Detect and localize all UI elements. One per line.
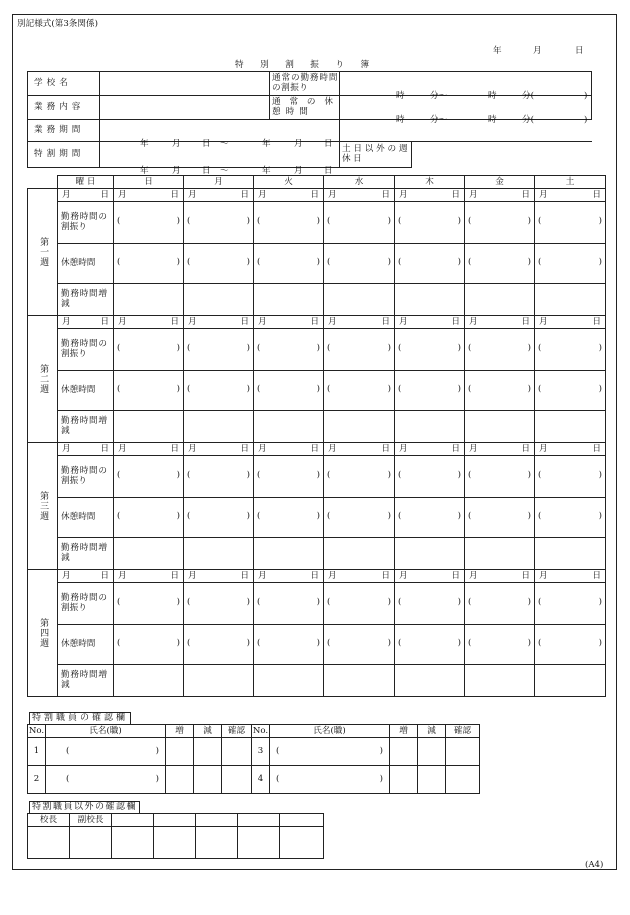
alloc-cell[interactable]: ( ) — [465, 329, 535, 371]
alloc-cell[interactable]: ( ) — [465, 583, 535, 625]
date-year: 年 — [493, 46, 502, 56]
break-cell[interactable]: ( ) — [184, 371, 254, 411]
duty-label: 業務内容 — [28, 96, 100, 120]
change-cell[interactable] — [114, 284, 184, 316]
col-confirm-2: 確認 — [446, 725, 480, 738]
staff-name-field[interactable]: ( ) — [270, 738, 390, 766]
break-cell[interactable]: ( ) — [535, 244, 606, 284]
change-cell[interactable] — [535, 411, 606, 443]
date-row-label: 月 日 — [58, 316, 114, 329]
weekly-off-field[interactable] — [412, 142, 592, 168]
alloc-cell[interactable]: ( ) — [535, 583, 606, 625]
date-cell[interactable]: 月 日 — [254, 316, 324, 329]
col-decrease: 減 — [194, 725, 222, 738]
youbi-label: 曜 日 — [58, 176, 114, 189]
change-cell[interactable] — [535, 665, 606, 697]
change-cell[interactable] — [254, 284, 324, 316]
form-caption: 別記様式(第3条関係) — [17, 19, 98, 29]
date-cell[interactable]: 月 日 — [465, 316, 535, 329]
increase-field[interactable] — [166, 738, 194, 766]
staff-name-field[interactable]: ( ) — [46, 738, 166, 766]
col-vice-principal: 副校長 — [70, 814, 112, 827]
seal-field[interactable] — [238, 827, 280, 859]
alloc-cell[interactable]: ( ) — [254, 583, 324, 625]
weekly-off-label: 土日以外の週休日 — [340, 142, 412, 168]
break-cell[interactable]: ( ) — [184, 625, 254, 665]
normal-break-label: 通常の休憩時間 — [270, 96, 340, 120]
col-no-2: No. — [252, 725, 269, 736]
alloc-cell[interactable]: ( ) — [535, 329, 606, 371]
date-cell[interactable]: 月 日 — [535, 316, 606, 329]
change-cell[interactable] — [535, 538, 606, 570]
col-name-2: 氏名(職) — [270, 725, 390, 738]
alloc-cell[interactable]: ( ) — [395, 202, 465, 244]
alloc-cell[interactable]: ( ) — [184, 202, 254, 244]
date-cell[interactable]: 月 日 — [254, 189, 324, 202]
date-row-label: 月 日 — [58, 189, 114, 202]
change-cell[interactable] — [114, 538, 184, 570]
change-cell[interactable] — [395, 284, 465, 316]
decrease-field[interactable] — [418, 738, 446, 766]
break-cell[interactable]: ( ) — [465, 498, 535, 538]
break-cell[interactable]: ( ) — [254, 625, 324, 665]
col-decrease-2: 減 — [418, 725, 446, 738]
seal-field[interactable] — [154, 827, 196, 859]
alloc-cell[interactable]: ( ) — [254, 202, 324, 244]
date-cell[interactable]: 月 日 — [465, 443, 535, 456]
staff-name-field[interactable]: ( ) — [270, 766, 390, 794]
change-cell[interactable] — [254, 665, 324, 697]
change-cell[interactable] — [465, 411, 535, 443]
other-confirm-title: 特割職員以外の確認欄 — [29, 801, 140, 813]
col-no: No. — [28, 725, 45, 736]
alloc-cell[interactable]: ( ) — [184, 329, 254, 371]
date-cell[interactable]: 月 日 — [254, 443, 324, 456]
break-cell[interactable]: ( ) — [465, 625, 535, 665]
break-cell[interactable]: ( ) — [395, 625, 465, 665]
weekday-header: 水 — [324, 176, 395, 189]
break-row-label: 休憩時間 — [58, 498, 114, 538]
break-cell[interactable]: ( ) — [254, 371, 324, 411]
alloc-row-label: 勤務時間の割振り — [58, 202, 114, 244]
date-row-label: 月 日 — [58, 443, 114, 456]
col-principal: 校長 — [28, 814, 70, 827]
break-cell[interactable]: ( ) — [465, 244, 535, 284]
staff-confirm-table — [27, 724, 480, 794]
date-cell[interactable]: 月 日 — [324, 443, 395, 456]
break-cell[interactable]: ( ) — [535, 625, 606, 665]
break-cell[interactable]: ( ) — [184, 244, 254, 284]
change-cell[interactable] — [184, 538, 254, 570]
alloc-cell[interactable]: ( ) — [324, 329, 395, 371]
period-field[interactable]: 年 月 日 〜 年 月 日 — [100, 120, 340, 142]
change-cell[interactable] — [395, 538, 465, 570]
date-cell[interactable]: 月 日 — [324, 189, 395, 202]
date-cell[interactable]: 月 日 — [184, 443, 254, 456]
info-table — [27, 71, 592, 176]
date-cell[interactable]: 月 日 — [114, 316, 184, 329]
staff-row-no: 1 — [28, 738, 46, 766]
weekday-header: 月 — [184, 176, 254, 189]
weekday-header: 日 — [114, 176, 184, 189]
change-cell[interactable] — [184, 665, 254, 697]
confirm-field[interactable] — [446, 738, 480, 766]
week-label: 第三週 — [28, 443, 58, 570]
date-cell[interactable]: 月 日 — [395, 189, 465, 202]
break-row-label: 休憩時間 — [58, 244, 114, 284]
alloc-row-label: 勤務時間の割振り — [58, 583, 114, 625]
date-cell[interactable]: 月 日 — [184, 316, 254, 329]
increase-field[interactable] — [390, 738, 418, 766]
change-cell[interactable] — [114, 665, 184, 697]
change-cell[interactable] — [535, 284, 606, 316]
break-cell[interactable]: ( ) — [324, 625, 395, 665]
change-cell[interactable] — [395, 665, 465, 697]
decrease-field[interactable] — [194, 766, 222, 794]
break-cell[interactable]: ( ) — [395, 498, 465, 538]
staff-row-no: 4 — [252, 766, 270, 794]
normal-alloc-label: 通常の勤務時間の割振り — [270, 72, 340, 96]
date-day: 日 — [575, 46, 584, 56]
date-cell[interactable]: 月 日 — [324, 570, 395, 583]
alloc-cell[interactable]: ( ) — [324, 456, 395, 498]
normal-break-field[interactable]: 時 分〜 時 分( ) — [340, 96, 592, 120]
confirm-field[interactable] — [222, 738, 252, 766]
seal-field[interactable] — [196, 827, 238, 859]
break-cell[interactable]: ( ) — [114, 371, 184, 411]
increase-field[interactable] — [390, 766, 418, 794]
weekday-header: 火 — [254, 176, 324, 189]
change-cell[interactable] — [465, 665, 535, 697]
date-row-label: 月 日 — [58, 570, 114, 583]
break-cell[interactable]: ( ) — [535, 371, 606, 411]
week-label: 第四週 — [28, 570, 58, 697]
week-label: 第二週 — [28, 316, 58, 443]
weekday-header: 金 — [465, 176, 535, 189]
seal-field[interactable] — [280, 827, 324, 859]
alloc-cell[interactable]: ( ) — [114, 583, 184, 625]
normal-alloc-field[interactable]: 時 分〜 時 分( ) — [340, 72, 592, 96]
date-cell[interactable]: 月 日 — [114, 443, 184, 456]
col-increase-2: 増 — [390, 725, 418, 738]
date-cell[interactable]: 月 日 — [254, 570, 324, 583]
change-cell[interactable] — [324, 538, 395, 570]
confirm-field[interactable] — [446, 766, 480, 794]
staff-row-no: 2 — [28, 766, 46, 794]
alloc-cell[interactable]: ( ) — [254, 456, 324, 498]
seal-field[interactable] — [112, 827, 154, 859]
break-cell[interactable]: ( ) — [324, 371, 395, 411]
date-cell[interactable]: 月 日 — [535, 443, 606, 456]
change-cell[interactable] — [254, 411, 324, 443]
change-row-label: 勤務時間増 減 — [58, 411, 114, 443]
break-cell[interactable]: ( ) — [254, 498, 324, 538]
week-grid — [27, 175, 606, 697]
break-cell[interactable]: ( ) — [114, 244, 184, 284]
alloc-cell[interactable]: ( ) — [114, 456, 184, 498]
alloc-cell[interactable]: ( ) — [465, 456, 535, 498]
decrease-field[interactable] — [194, 738, 222, 766]
change-cell[interactable] — [465, 284, 535, 316]
alloc-cell[interactable]: ( ) — [395, 329, 465, 371]
staff-confirm-title: 特割職員の確認欄 — [29, 712, 131, 724]
col-name: 氏名(職) — [46, 725, 166, 738]
change-cell[interactable] — [254, 538, 324, 570]
special-period-label: 特割期間 — [28, 142, 100, 168]
alloc-cell[interactable]: ( ) — [535, 456, 606, 498]
other-confirm-table — [27, 813, 324, 859]
date-cell[interactable]: 月 日 — [184, 189, 254, 202]
change-cell[interactable] — [184, 411, 254, 443]
date-cell[interactable]: 月 日 — [535, 570, 606, 583]
week-label: 第一週 — [28, 189, 58, 316]
alloc-cell[interactable]: ( ) — [114, 202, 184, 244]
date-cell[interactable]: 月 日 — [465, 570, 535, 583]
alloc-cell[interactable]: ( ) — [184, 456, 254, 498]
date-cell[interactable]: 月 日 — [535, 189, 606, 202]
alloc-cell[interactable]: ( ) — [395, 456, 465, 498]
alloc-cell[interactable]: ( ) — [114, 329, 184, 371]
confirm-field[interactable] — [222, 766, 252, 794]
page-title: 特別割振り簿 — [235, 60, 386, 70]
break-cell[interactable]: ( ) — [114, 498, 184, 538]
break-cell[interactable]: ( ) — [395, 244, 465, 284]
alloc-cell[interactable]: ( ) — [465, 202, 535, 244]
date-cell[interactable]: 月 日 — [114, 189, 184, 202]
decrease-field[interactable] — [418, 766, 446, 794]
alloc-cell[interactable]: ( ) — [254, 329, 324, 371]
change-row-label: 勤務時間増 減 — [58, 538, 114, 570]
change-cell[interactable] — [465, 538, 535, 570]
break-cell[interactable]: ( ) — [254, 244, 324, 284]
change-cell[interactable] — [324, 665, 395, 697]
alloc-cell[interactable]: ( ) — [535, 202, 606, 244]
school-field[interactable] — [100, 72, 270, 96]
form-page — [12, 14, 617, 870]
break-cell[interactable]: ( ) — [535, 498, 606, 538]
alloc-cell[interactable]: ( ) — [324, 583, 395, 625]
period-label: 業務期間 — [28, 120, 100, 142]
vice-principal-seal-field[interactable] — [70, 827, 112, 859]
date-cell[interactable]: 月 日 — [114, 570, 184, 583]
break-row-label: 休憩時間 — [58, 625, 114, 665]
date-cell[interactable]: 月 日 — [395, 570, 465, 583]
increase-field[interactable] — [166, 766, 194, 794]
change-row-label: 勤務時間増 減 — [58, 665, 114, 697]
alloc-row-label: 勤務時間の割振り — [58, 456, 114, 498]
col-confirm: 確認 — [222, 725, 252, 738]
date-cell[interactable]: 月 日 — [395, 316, 465, 329]
break-cell[interactable]: ( ) — [465, 371, 535, 411]
break-cell[interactable]: ( ) — [324, 244, 395, 284]
date-month: 月 — [533, 46, 542, 56]
alloc-cell[interactable]: ( ) — [184, 583, 254, 625]
alloc-row-label: 勤務時間の割振り — [58, 329, 114, 371]
change-row-label: 勤務時間増 減 — [58, 284, 114, 316]
date-cell[interactable]: 月 日 — [465, 189, 535, 202]
break-cell[interactable]: ( ) — [324, 498, 395, 538]
change-cell[interactable] — [114, 411, 184, 443]
change-cell[interactable] — [324, 284, 395, 316]
break-cell[interactable]: ( ) — [114, 625, 184, 665]
break-row-label: 休憩時間 — [58, 371, 114, 411]
change-cell[interactable] — [395, 411, 465, 443]
staff-row-no: 3 — [252, 738, 270, 766]
weekday-header: 木 — [395, 176, 465, 189]
weekday-header: 土 — [535, 176, 606, 189]
staff-name-field[interactable]: ( ) — [46, 766, 166, 794]
break-cell[interactable]: ( ) — [395, 371, 465, 411]
alloc-cell[interactable]: ( ) — [395, 583, 465, 625]
school-label: 学校名 — [28, 72, 100, 96]
page-size-label: (A4) — [585, 860, 604, 870]
date-cell[interactable]: 月 日 — [324, 316, 395, 329]
break-cell[interactable]: ( ) — [184, 498, 254, 538]
principal-seal-field[interactable] — [28, 827, 70, 859]
special-period-field[interactable]: 年 月 日 〜 年 月 日 — [100, 142, 340, 168]
col-increase: 増 — [166, 725, 194, 738]
duty-field[interactable] — [100, 96, 270, 120]
date-cell[interactable]: 月 日 — [395, 443, 465, 456]
change-cell[interactable] — [324, 411, 395, 443]
alloc-cell[interactable]: ( ) — [324, 202, 395, 244]
change-cell[interactable] — [184, 284, 254, 316]
date-cell[interactable]: 月 日 — [184, 570, 254, 583]
